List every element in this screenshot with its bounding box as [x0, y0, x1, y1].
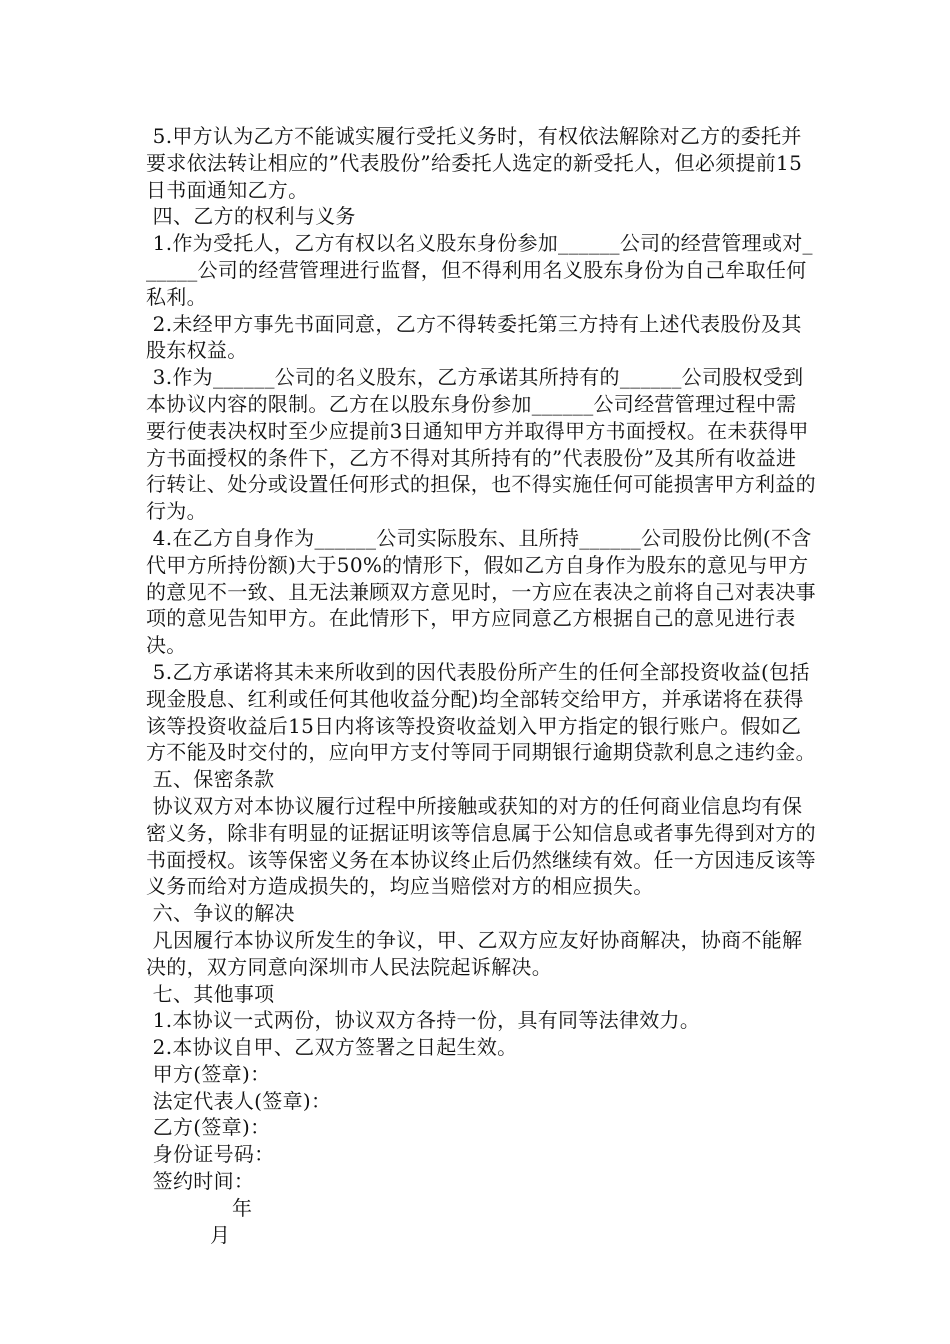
signature-party-b: 乙方(签章)：	[146, 1115, 271, 1140]
clause-yi-1: 1.作为受托人，乙方有权以名义股东身份参加______公司的经营管理或对______公司的经营管理进行监督，但不得利用名义股东身份为自己牟取任何私利。	[146, 231, 813, 309]
clause-yi-2: 2.未经甲方事先书面同意，乙方不得转委托第三方持有上述代表股份及其股东权益。	[146, 311, 802, 363]
id-number-field: 身份证号码：	[146, 1142, 275, 1167]
signature-party-a: 甲方(签章)：	[146, 1061, 271, 1086]
clause-yi-4: 4.在乙方自身作为______公司实际股东、且所持______公司股份比例(不含代甲方所持份额)大于50%的情形下，假如乙方自身作为股东的意见与甲方的意见不一致、且无法兼顾双方意见时，一方应在表决之前将自己对表决事项的意见告知甲方。在此情形下，甲方应同意乙方根据自己的意见进行表决。	[146, 525, 816, 658]
clause-yi-3: 3.作为______公司的名义股东，乙方承诺其所持有的______公司股权受到本协议内容的限制。乙方在以股东身份参加______公司经营管理过程中需要行使表决权时至少应提前3日通知甲方并取得甲方书面授权。在未获得甲方书面授权的条件下，乙方不得对其所持有的”代表股份”及其所有收益进行转让、处分或设置任何形式的担保，也不得实施任何可能损害甲方利益的行为。	[146, 365, 816, 524]
clause-yi-5: 5.乙方承诺将其未来所收到的因代表股份所产生的任何全部投资收益(包括现金股息、红利或任何其他收益分配)均全部转交给甲方，并承诺将在获得该等投资收益后15日内将该等投资收益划入甲方指定的银行账户。假如乙方不能及时交付的，应向甲方支付等同于同期银行逾期贷款利息之违约金。	[146, 659, 816, 765]
signature-legal-rep: 法定代表人(签章)：	[146, 1088, 332, 1113]
clause-jia-5: 5.甲方认为乙方不能诚实履行受托义务时，有权依法解除对乙方的委托并要求依法转让相应的”代表股份”给委托人选定的新受托人，但必须提前15日书面通知乙方。	[146, 124, 803, 202]
date-year: 年	[232, 1195, 253, 1220]
document-page	[146, 123, 816, 1248]
section-heading-7: 七、其他事项	[146, 981, 275, 1006]
other-clause-1: 1.本协议一式两份，协议双方各持一份，具有同等法律效力。	[146, 1008, 701, 1033]
dispute-clause: 凡因履行本协议所发生的争议，甲、乙双方应友好协商解决，协商不能解决的，双方同意向深圳市人民法院起诉解决。	[146, 927, 803, 979]
confidentiality-clause: 协议双方对本协议履行过程中所接触或获知的对方的任何商业信息均有保密义务，除非有明显的证据证明该等信息属于公知信息或者事先得到对方的书面授权。该等保密义务在本协议终止后仍然继续有效。任一方因违反该等义务而给对方造成损失的，均应当赔偿对方的相应损失。	[146, 793, 816, 899]
section-heading-5: 五、保密条款	[146, 767, 275, 792]
signing-date-label: 签约时间：	[146, 1169, 255, 1194]
other-clause-2: 2.本协议自甲、乙双方签署之日起生效。	[146, 1035, 518, 1060]
section-heading-6: 六、争议的解决	[146, 901, 295, 926]
date-month: 月	[210, 1222, 231, 1247]
section-heading-4: 四、乙方的权利与义务	[146, 204, 356, 229]
